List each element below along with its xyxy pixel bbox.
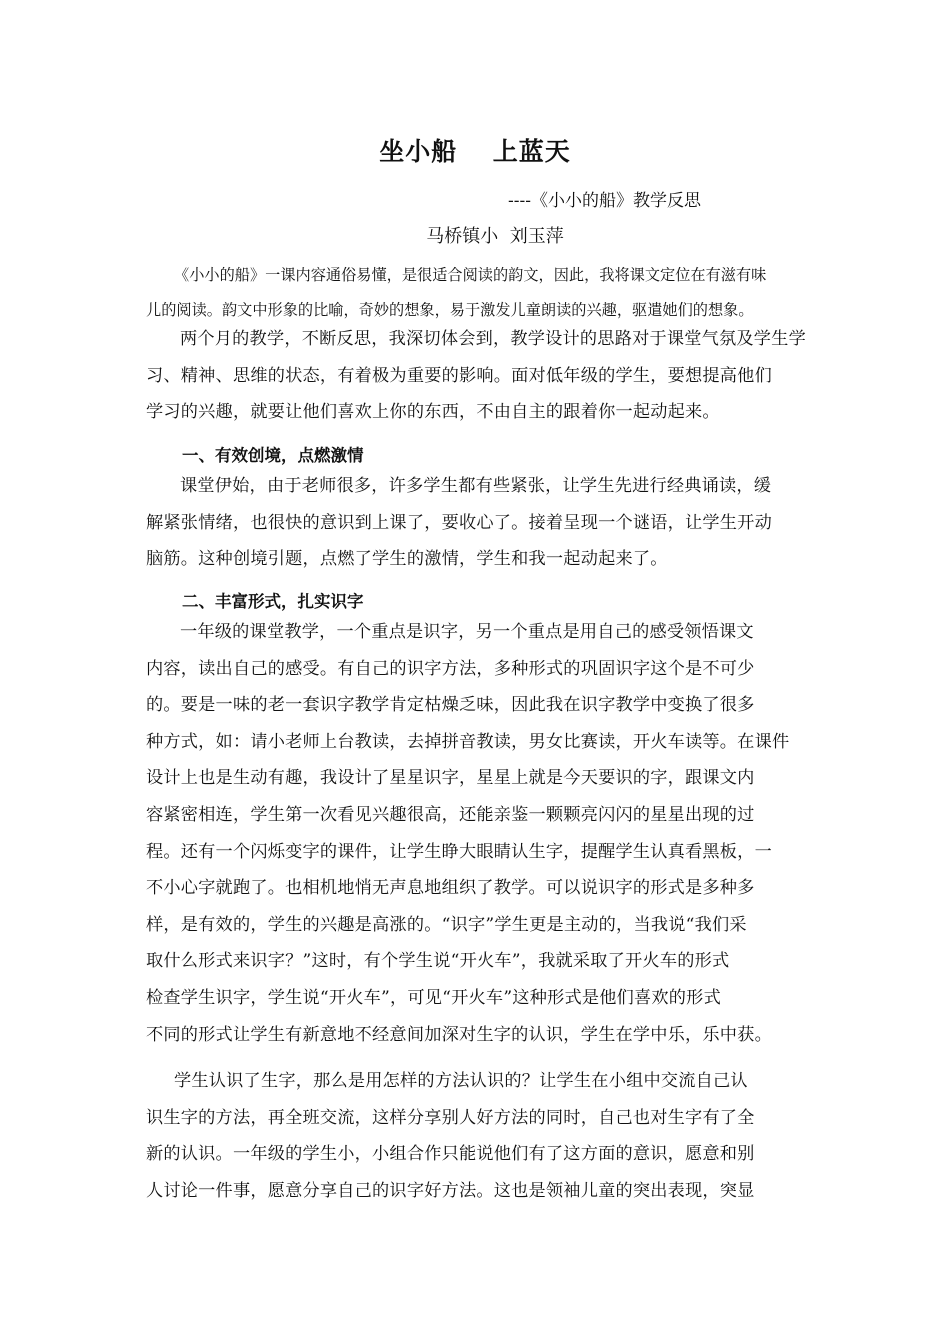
section-heading-1: 一、有效创境，点燃激情 — [182, 446, 364, 465]
text-line: 不小心字就跑了。也相机地悄无声息地组织了教学。可以说识字的形式是多种多 — [146, 878, 755, 899]
text-line: 新的认识。一年级的学生小，小组合作只能说他们有了这方面的意识，愿意和别 — [146, 1144, 755, 1165]
text-line: 解紧张情绪，也很快的意识到上课了，要收心了。接着呈现一个谜语，让学生开动 — [146, 512, 772, 533]
text-line: 识生字的方法，再全班交流，这样分享别人好方法的同时，自己也对生字有了全 — [146, 1107, 755, 1128]
document-subtitle: ----《小小的船》教学反思 — [508, 191, 701, 211]
text-line: 程。还有一个闪烁变字的课件，让学生睁大眼睛认生字，提醒学生认真看黑板，一 — [146, 841, 772, 862]
text-line: 《小小的船》一课内容通俗易懂，是很适合阅读的韵文，因此，我将课文定位在有滋有味 — [174, 266, 767, 284]
text-line: 容紧密相连，学生第一次看见兴趣很高，还能亲鉴一颗颗亮闪闪的星星出现的过 — [146, 804, 755, 825]
text-line: 内容，读出自己的感受。有自己的识字方法，多种形式的巩固识字这个是不可少 — [146, 658, 755, 679]
paragraph-3 — [146, 614, 810, 1053]
paragraph-4 — [146, 1063, 810, 1209]
text-line: 种方式，如：请小老师上台教读，去掉拼音教读，男女比赛读，开火车读等。在课件 — [146, 731, 790, 752]
text-line: 检查学生识字，学生说“开火车”，可见“开火车”这种形式是他们喜欢的形式 — [146, 987, 721, 1008]
paragraph-2 — [146, 468, 810, 578]
document-title: 坐小船 上蓝天 — [379, 137, 571, 166]
intro-paragraph — [146, 258, 810, 328]
section-heading-2: 二、丰富形式，扎实识字 — [182, 592, 364, 611]
text-line: 习、精神、思维的状态，有着极为重要的影响。面对低年级的学生，要想提高他们 — [146, 365, 772, 386]
text-line: 儿的阅读。韵文中形象的比喻，奇妙的想象，易于激发儿童朗读的兴趣，驱遣她们的想象。 — [146, 301, 754, 319]
text-line: 样，是有效的，学生的兴趣是高涨的。“识字”学生更是主动的，当我说“我们采 — [146, 914, 747, 935]
text-line: 人讨论一件事，愿意分享自己的识字好方法。这也是领袖儿童的突出表现，突显 — [146, 1180, 755, 1201]
text-line: 学习的兴趣，就要让他们喜欢上你的东西，不由自主的跟着你一起动起来。 — [146, 402, 720, 423]
text-line: 一年级的课堂教学，一个重点是识字，另一个重点是用自己的感受领悟课文 — [180, 622, 754, 642]
text-line: 课堂伊始，由于老师很多，许多学生都有些紧张，让学生先进行经典诵读，缓 — [180, 476, 772, 496]
text-line: 取什么形式来识字？”这时，有个学生说“开火车”，我就采取了开火车的形式 — [146, 951, 730, 972]
text-line: 设计上也是生动有趣，我设计了星星识字，星星上就是今天要识的字，跟课文内 — [146, 768, 755, 789]
text-line: 脑筋。这种创境引题，点燃了学生的激情，学生和我一起动起来了。 — [146, 549, 668, 570]
text-line: 学生认识了生字，那么是用怎样的方法认识的？让学生在小组中交流自己认 — [174, 1071, 748, 1091]
author-line: 马桥镇小 刘玉萍 — [426, 226, 564, 247]
paragraph-1 — [146, 321, 810, 431]
text-line: 两个月的教学，不断反思，我深切体会到，教学设计的思路对于课堂气氛及学生学 — [180, 329, 806, 349]
text-line: 的。要是一味的老一套识字教学肯定枯燥乏味，因此我在识字教学中变换了很多 — [146, 695, 755, 716]
text-line: 不同的形式让学生有新意地不经意间加深对生字的认识，学生在学中乐，乐中获。 — [146, 1024, 772, 1045]
